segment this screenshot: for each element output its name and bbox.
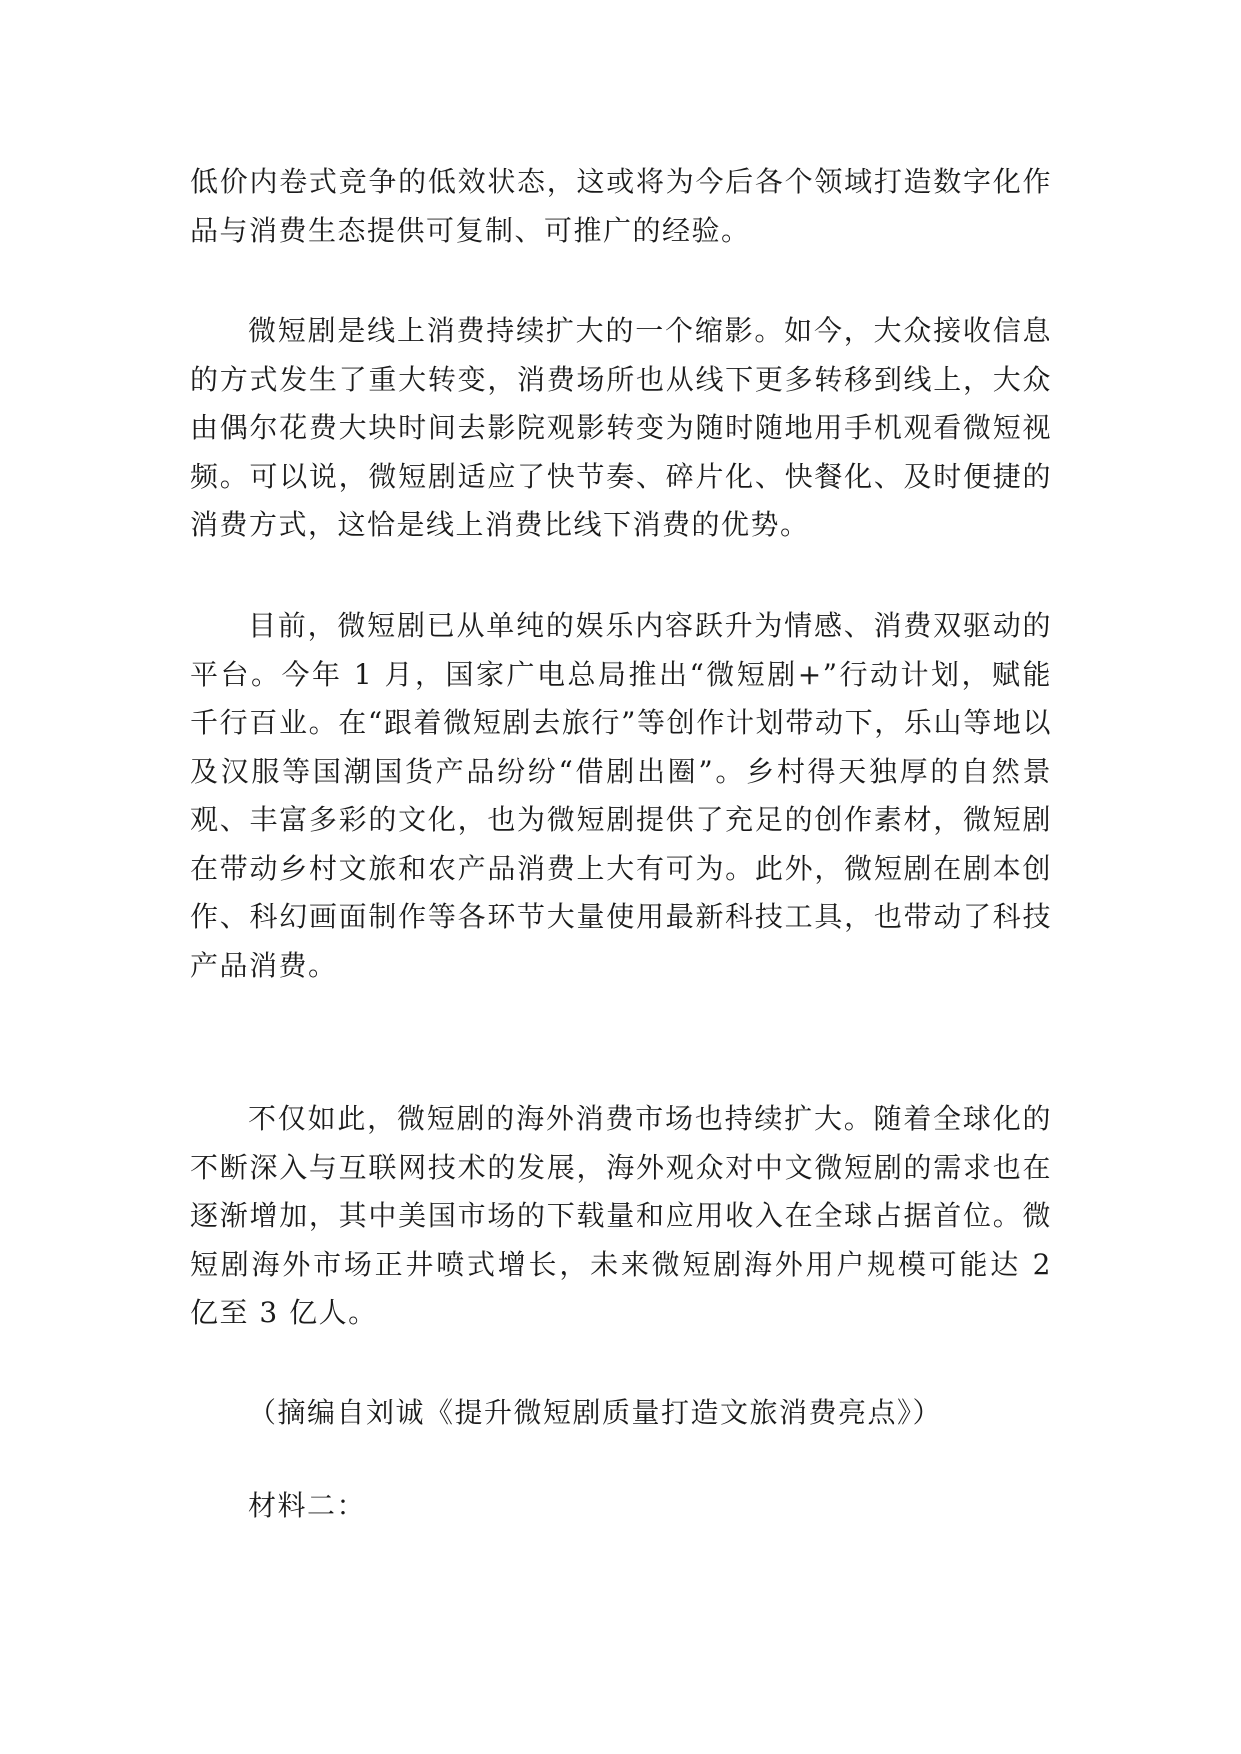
source-citation: （摘编自刘诚《提升微短剧质量打造文旅消费亮点》） [248,1396,943,1429]
paragraph-online-consumption: 微短剧是线上消费持续扩大的一个缩影。如今，大众接收信息的方式发生了重大转变，消费场所也从线下更多转移到线上，大众由偶尔花费大块时间去影院观影转变为随时随地用手机观看微短视频。可以说，微短剧适应了快节奏、碎片化、快餐化、及时便捷的消费方式，这恰是线上消费比线下消费的优势。 [190,314,1052,541]
paragraph-continuation: 低价内卷式竞争的低效状态，这或将为今后各个领域打造数字化作品与消费生态提供可复制、可推广的经验。 [190,165,1052,247]
material-two-label: 材料二： [248,1489,367,1522]
paragraph-overseas-market: 不仅如此，微短剧的海外消费市场也持续扩大。随着全球化的不断深入与互联网技术的发展，海外观众对中文微短剧的需求也在逐渐增加，其中美国市场的下载量和应用收入在全球占据首位。微短剧海外市场正井喷式增长，未来微短剧海外用户规模可能达 2 亿至 3 亿人。 [190,1102,1052,1329]
paragraph-platform: 目前，微短剧已从单纯的娱乐内容跃升为情感、消费双驱动的平台。今年 1 月，国家广电总局推出“微短剧+”行动计划，赋能千行百业。在“跟着微短剧去旅行”等创作计划带动下，乐山等地以及汉服等国潮国货产品纷纷“借剧出圈”。乡村得天独厚的自然景观、丰富多彩的文化，也为微短剧提供了充足的创作素材，微短剧在带动乡村文旅和农产品消费上大有可为。此外，微短剧在剧本创作、科幻画面制作等各环节大量使用最新科技工具，也带动了科技产品消费。 [190,609,1052,982]
